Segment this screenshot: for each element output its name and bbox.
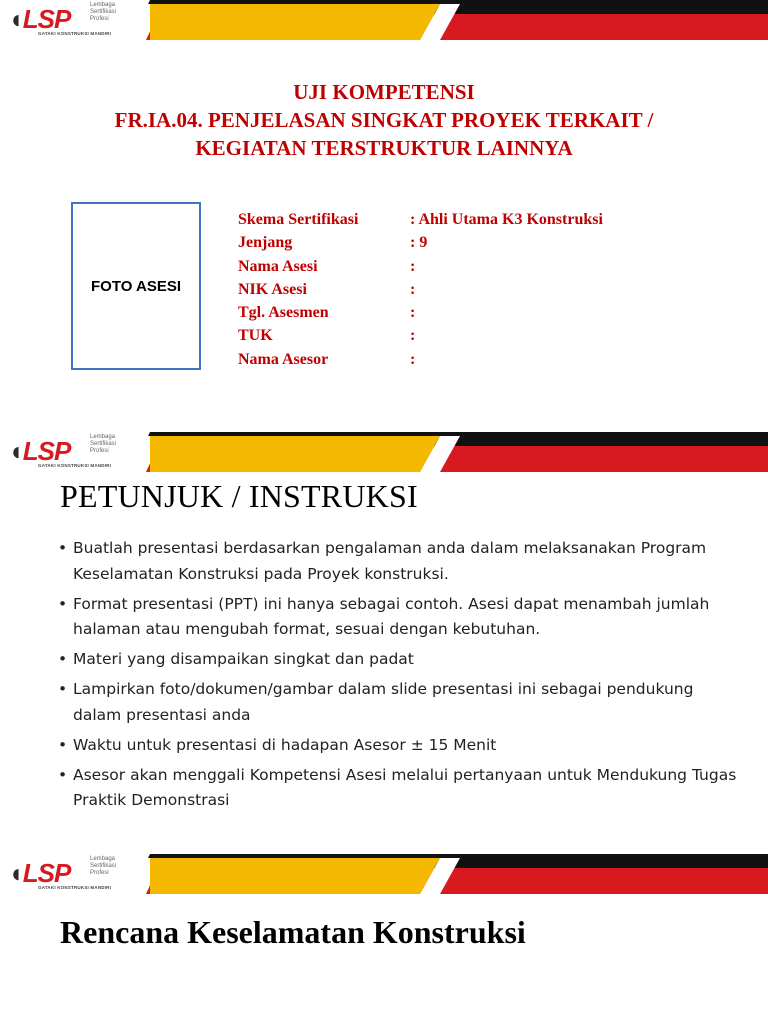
bullet-dot: • (58, 650, 68, 668)
info-value: : (410, 257, 416, 275)
instruction-item (58, 763, 738, 814)
logo-tagline: GATAKI KONSTRUKSI MANDIRI (38, 31, 112, 36)
safety-plan-title: Rencana Keselamatan Konstruksi (60, 914, 526, 950)
slide-safety-plan (0, 854, 768, 1024)
instructions-list (58, 536, 738, 818)
logo-tagline: GATAKI KONSTRUKSI MANDIRI (38, 463, 112, 468)
info-row-jenjang (238, 231, 603, 254)
logo-subtitle: Lembaga Sertifikasi Profesi (90, 856, 117, 876)
info-row-nama-asesor (238, 348, 603, 371)
bullet-dot: • (58, 765, 68, 784)
logo-brand-text: LSP (22, 4, 71, 34)
lsp-logo: ◖LSP Lembaga Sertifikasi Profesi GATAKI KONSTRUKSI MANDIRI (8, 2, 117, 36)
bullet-dot: • (58, 735, 68, 754)
slide-cover (0, 0, 768, 410)
slide-gap (0, 842, 768, 854)
instruction-item (58, 592, 738, 643)
instruction-item (58, 733, 738, 759)
instruction-text: Lampirkan foto/dokumen/gambar dalam slide presentasi ini sebagai pendukung dalam presentasi anda (73, 680, 694, 724)
photo-placeholder-label: FOTO ASESI (90, 277, 181, 295)
candidate-info-table (238, 208, 603, 371)
logo-subtitle: Lembaga Sertifikasi Profesi (90, 434, 117, 454)
info-label: Nama Asesi (238, 257, 318, 275)
logo-brand-text: LSP (22, 858, 71, 888)
photo-placeholder (71, 202, 201, 370)
instruction-item (58, 536, 738, 587)
info-row-nik-asesi (238, 278, 603, 301)
info-label: Nama Asesor (238, 350, 329, 368)
info-row-skema (238, 208, 603, 231)
instruction-text: Asesor akan menggali Kompetensi Asesi melalui pertanyaan untuk Mendukung Tugas Praktik Demonstrasi (73, 765, 737, 809)
instruction-text: Buatlah presentasi berdasarkan pengalaman anda dalam melaksanakan Program Keselamatan Konstruksi pada Proyek konstruksi. (73, 539, 707, 583)
info-value: : (410, 280, 416, 298)
slide-header-banner (0, 432, 768, 472)
slide-instructions (0, 432, 768, 842)
cover-title-line-1: UJI KOMPETENSI (293, 80, 475, 104)
info-label: Skema Sertifikasi (238, 211, 359, 228)
info-value: : Ahli Utama K3 Konstruksi (410, 211, 603, 228)
info-value: : (410, 304, 416, 322)
lsp-logo: ◖LSP Lembaga Sertifikasi Profesi GATAKI KONSTRUKSI MANDIRI (8, 856, 117, 890)
slide-header-banner (0, 0, 768, 40)
cover-title (0, 78, 768, 162)
instruction-item (58, 677, 738, 728)
instructions-title: PETUNJUK / INSTRUKSI (60, 478, 418, 514)
info-label: TUK (238, 327, 273, 345)
info-row-tgl-asesmen (238, 301, 603, 324)
info-value: : (410, 327, 416, 345)
bullet-dot: • (58, 680, 68, 698)
info-label: Jenjang (238, 234, 293, 252)
info-label: NIK Asesi (238, 280, 307, 298)
info-value: : 9 (410, 234, 428, 252)
info-value: : (410, 350, 416, 368)
info-row-nama-asesi (238, 255, 603, 278)
cover-title-line-3: KEGIATAN TERSTRUKTUR LAINNYA (195, 136, 573, 160)
instruction-text: Materi yang disampaikan singkat dan padat (73, 650, 414, 668)
bullet-dot: • (58, 594, 68, 613)
instruction-text: Waktu untuk presentasi di hadapan Asesor ± 15 Menit (73, 735, 497, 754)
slide-header-banner (0, 854, 768, 894)
slide-gap (0, 410, 768, 432)
logo-tagline: GATAKI KONSTRUKSI MANDIRI (38, 885, 112, 890)
instruction-text: Format presentasi (PPT) ini hanya sebagai contoh. Asesi dapat menambah jumlah halaman atau mengubah format, sesuai dengan kebutuhan. (73, 594, 710, 638)
info-label: Tgl. Asesmen (238, 304, 329, 322)
logo-subtitle: Lembaga Sertifikasi Profesi (90, 2, 117, 22)
bullet-dot: • (58, 539, 68, 557)
logo-brand-text: LSP (22, 436, 71, 466)
lsp-logo: ◖LSP Lembaga Sertifikasi Profesi GATAKI KONSTRUKSI MANDIRI (8, 434, 117, 468)
instruction-item (58, 647, 738, 673)
info-row-tuk (238, 324, 603, 347)
cover-title-line-2: FR.IA.04. PENJELASAN SINGKAT PROYEK TERKAIT / (114, 108, 654, 132)
